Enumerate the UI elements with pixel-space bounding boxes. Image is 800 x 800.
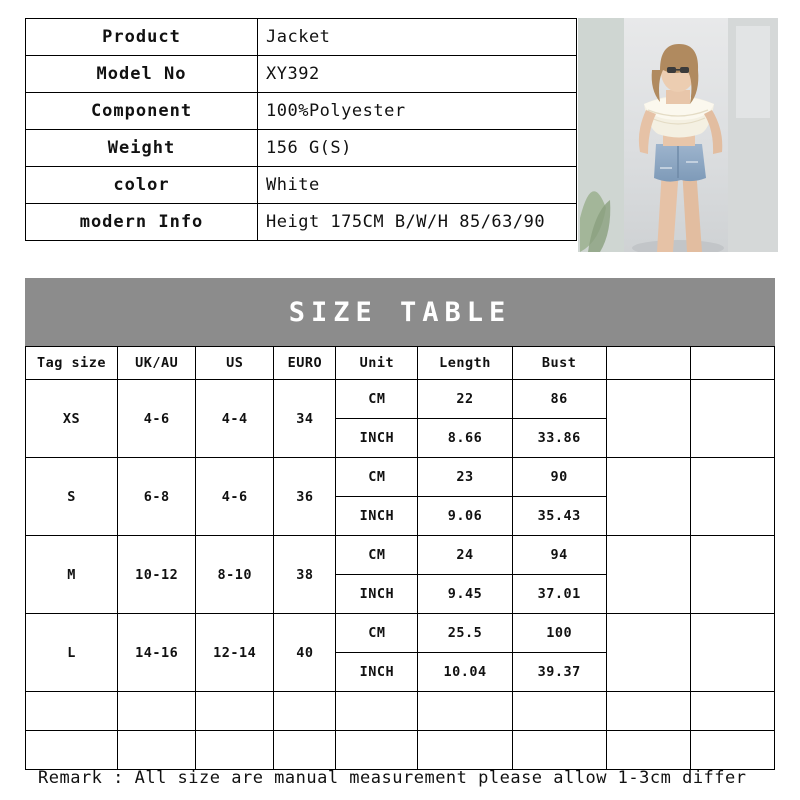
size-bust: 35.43 bbox=[512, 497, 606, 536]
size-bust: 39.37 bbox=[512, 653, 606, 692]
size-table-block bbox=[25, 278, 775, 770]
size-us: 4-6 bbox=[196, 458, 274, 536]
size-euro: 36 bbox=[274, 458, 336, 536]
size-unit: CM bbox=[336, 614, 418, 653]
table-row bbox=[26, 458, 775, 497]
column-header: EURO bbox=[274, 347, 336, 380]
spec-key: color bbox=[26, 167, 258, 204]
size-length: 8.66 bbox=[418, 419, 512, 458]
empty-cell bbox=[690, 731, 774, 770]
size-euro: 38 bbox=[274, 536, 336, 614]
size-bust: 94 bbox=[512, 536, 606, 575]
column-header bbox=[606, 347, 690, 380]
size-table bbox=[25, 346, 775, 770]
size-bust: 37.01 bbox=[512, 575, 606, 614]
size-us: 8-10 bbox=[196, 536, 274, 614]
size-unit: INCH bbox=[336, 497, 418, 536]
size-uk-au: 10-12 bbox=[118, 536, 196, 614]
table-row bbox=[26, 93, 577, 130]
size-extra-col-2 bbox=[690, 458, 774, 536]
size-bust: 86 bbox=[512, 380, 606, 419]
size-extra-col-1 bbox=[606, 614, 690, 692]
table-row bbox=[26, 614, 775, 653]
empty-cell bbox=[118, 692, 196, 731]
size-uk-au: 6-8 bbox=[118, 458, 196, 536]
size-length: 9.06 bbox=[418, 497, 512, 536]
size-length: 9.45 bbox=[418, 575, 512, 614]
model-photo-illustration bbox=[578, 18, 778, 252]
empty-cell bbox=[512, 731, 606, 770]
size-unit: CM bbox=[336, 536, 418, 575]
spec-key: modern Info bbox=[26, 204, 258, 241]
empty-cell bbox=[336, 692, 418, 731]
empty-cell bbox=[606, 692, 690, 731]
table-header-row bbox=[26, 347, 775, 380]
size-tag: M bbox=[26, 536, 118, 614]
column-header: Bust bbox=[512, 347, 606, 380]
table-row bbox=[26, 536, 775, 575]
empty-cell bbox=[26, 731, 118, 770]
empty-cell bbox=[418, 731, 512, 770]
remark-text: Remark : All size are manual measurement please allow 1-3cm differ bbox=[38, 768, 747, 788]
table-row bbox=[26, 19, 577, 56]
size-extra-col-1 bbox=[606, 380, 690, 458]
size-unit: CM bbox=[336, 380, 418, 419]
size-tag: S bbox=[26, 458, 118, 536]
size-extra-col-2 bbox=[690, 536, 774, 614]
table-row bbox=[26, 380, 775, 419]
empty-cell bbox=[606, 731, 690, 770]
size-extra-col-1 bbox=[606, 458, 690, 536]
size-length: 25.5 bbox=[418, 614, 512, 653]
empty-cell bbox=[196, 731, 274, 770]
size-length: 22 bbox=[418, 380, 512, 419]
empty-cell bbox=[274, 692, 336, 731]
column-header: Unit bbox=[336, 347, 418, 380]
size-euro: 34 bbox=[274, 380, 336, 458]
size-length: 10.04 bbox=[418, 653, 512, 692]
product-spec-block bbox=[25, 18, 577, 241]
empty-cell bbox=[118, 731, 196, 770]
spec-key: Model No bbox=[26, 56, 258, 93]
size-us: 12-14 bbox=[196, 614, 274, 692]
size-euro: 40 bbox=[274, 614, 336, 692]
size-unit: INCH bbox=[336, 575, 418, 614]
spec-value: Heigt 175CM B/W/H 85/63/90 bbox=[258, 204, 577, 241]
size-bust: 90 bbox=[512, 458, 606, 497]
column-header: Length bbox=[418, 347, 512, 380]
table-row bbox=[26, 167, 577, 204]
spec-value: Jacket bbox=[258, 19, 577, 56]
size-extra-col-2 bbox=[690, 380, 774, 458]
empty-cell bbox=[274, 731, 336, 770]
size-bust: 33.86 bbox=[512, 419, 606, 458]
spec-value: XY392 bbox=[258, 56, 577, 93]
size-tag: L bbox=[26, 614, 118, 692]
size-us: 4-4 bbox=[196, 380, 274, 458]
size-uk-au: 14-16 bbox=[118, 614, 196, 692]
table-row-empty bbox=[26, 731, 775, 770]
size-extra-col-1 bbox=[606, 536, 690, 614]
product-photo bbox=[578, 18, 778, 252]
spec-key: Product bbox=[26, 19, 258, 56]
table-row-empty bbox=[26, 692, 775, 731]
size-length: 24 bbox=[418, 536, 512, 575]
spec-value: White bbox=[258, 167, 577, 204]
size-bust: 100 bbox=[512, 614, 606, 653]
size-table-title: SIZE TABLE bbox=[25, 278, 775, 346]
size-extra-col-2 bbox=[690, 614, 774, 692]
column-header: UK/AU bbox=[118, 347, 196, 380]
size-uk-au: 4-6 bbox=[118, 380, 196, 458]
size-unit: INCH bbox=[336, 653, 418, 692]
table-row bbox=[26, 204, 577, 241]
table-row bbox=[26, 130, 577, 167]
empty-cell bbox=[26, 692, 118, 731]
size-unit: INCH bbox=[336, 419, 418, 458]
column-header: Tag size bbox=[26, 347, 118, 380]
table-row bbox=[26, 56, 577, 93]
spec-value: 156 G(S) bbox=[258, 130, 577, 167]
empty-cell bbox=[512, 692, 606, 731]
column-header: US bbox=[196, 347, 274, 380]
empty-cell bbox=[690, 692, 774, 731]
size-length: 23 bbox=[418, 458, 512, 497]
empty-cell bbox=[418, 692, 512, 731]
spec-key: Component bbox=[26, 93, 258, 130]
size-tag: XS bbox=[26, 380, 118, 458]
spec-value: 100%Polyester bbox=[258, 93, 577, 130]
size-unit: CM bbox=[336, 458, 418, 497]
column-header bbox=[690, 347, 774, 380]
product-spec-table bbox=[25, 18, 577, 241]
empty-cell bbox=[196, 692, 274, 731]
empty-cell bbox=[336, 731, 418, 770]
spec-key: Weight bbox=[26, 130, 258, 167]
